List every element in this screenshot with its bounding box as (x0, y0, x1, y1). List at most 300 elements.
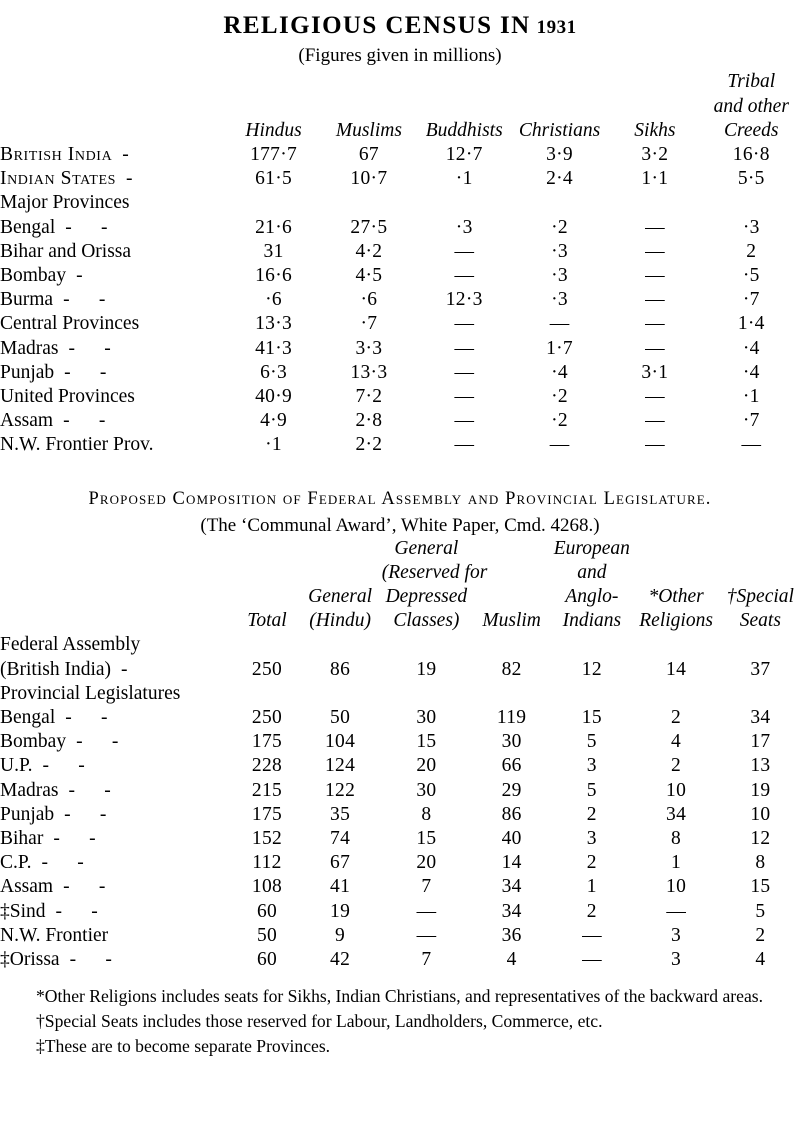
cell-value (236, 682, 299, 706)
cell-value: 10 (666, 876, 687, 898)
cell-value: ·4 (742, 337, 760, 359)
row-label-text: Major Provinces (0, 192, 130, 214)
cell-value: 12 (750, 828, 771, 850)
cell-value: 2·4 (546, 168, 573, 190)
cell-value: 61·5 (255, 168, 293, 190)
cell-value (607, 191, 702, 215)
cell-value: 3·9 (546, 144, 573, 165)
column-header-line: Religions (639, 610, 713, 632)
cell-value (471, 633, 552, 657)
row-label (0, 827, 236, 851)
table-row (0, 730, 800, 754)
cell-empty-dash: — (549, 434, 570, 456)
row-label-text: British India (0, 144, 113, 165)
column-header-blank (0, 537, 236, 634)
table-row (0, 216, 800, 240)
cell-empty-dash: — (645, 216, 665, 238)
cell-value: 12·3 (445, 289, 483, 311)
cell-value (382, 682, 471, 706)
column-header-line: Muslim (482, 610, 541, 632)
row-leader-dashes: - - (41, 852, 84, 874)
table-row (0, 143, 800, 167)
cell-empty-dash: — (416, 900, 437, 922)
census-page (0, 12, 800, 1121)
cell-value: ·3 (742, 216, 760, 238)
row-label-text: C.P. (0, 852, 32, 874)
cell-value: 66 (501, 755, 522, 777)
cell-value: 67 (358, 144, 379, 165)
column-header (512, 70, 607, 143)
table-row (0, 948, 800, 972)
column-header-line: †Special (726, 586, 794, 608)
row-label-text: U.P. (0, 755, 33, 777)
cell-value: 20 (416, 755, 437, 777)
cell-value (721, 633, 800, 657)
cell-value: ·7 (742, 410, 760, 432)
row-label-text: Bombay (0, 265, 67, 287)
cell-value: 7·2 (355, 386, 383, 408)
footnote: ‡These are to become separate Provinces. (36, 1036, 331, 1057)
column-header (471, 537, 552, 634)
cell-value: 104 (325, 731, 356, 753)
table2-header (0, 537, 800, 634)
column-header-line: and other (713, 95, 789, 117)
cell-value (471, 682, 552, 706)
cell-value: 35 (330, 803, 351, 825)
cell-value: 6·3 (260, 361, 288, 383)
cell-value: 5 (755, 900, 766, 922)
table2-header-row (0, 537, 800, 634)
table-row (0, 433, 800, 457)
cell-value: 10·7 (350, 168, 388, 190)
table-row (0, 803, 800, 827)
row-label (0, 191, 226, 215)
cell-value: 177·7 (250, 144, 298, 165)
cell-empty-dash: — (582, 924, 602, 946)
cell-value (382, 633, 471, 657)
cell-value: ·7 (742, 289, 760, 311)
row-leader-dashes: - - (64, 361, 107, 383)
column-header-line: Total (247, 610, 287, 632)
cell-value: 41 (330, 876, 351, 898)
cell-value: ·3 (551, 240, 568, 262)
table-row (0, 288, 800, 312)
cell-value (631, 633, 720, 657)
cell-value: 2 (755, 924, 766, 946)
row-label-text: Madras (0, 337, 59, 359)
cell-value: 4 (755, 949, 766, 971)
cell-value: 3 (671, 949, 682, 971)
table-row (0, 385, 800, 409)
cell-value: 8 (755, 852, 766, 874)
cell-value (321, 191, 416, 215)
table2-body (0, 633, 800, 972)
cell-value: 5 (586, 731, 597, 753)
page-title-year: 1931 (536, 17, 577, 38)
row-leader-dashes: - - (65, 707, 108, 729)
cell-value: 7 (421, 876, 432, 898)
column-header-line: (Reserved for (381, 561, 488, 583)
table-row (0, 682, 800, 706)
table-row (0, 361, 800, 385)
cell-value: 13·3 (350, 361, 388, 383)
table1-header (0, 70, 800, 143)
footnotes (0, 984, 800, 1059)
row-leader-dashes: - - (65, 216, 108, 238)
cell-value: 17 (750, 731, 771, 753)
row-label (0, 851, 236, 875)
column-header-blank (0, 70, 226, 143)
row-label (0, 658, 236, 682)
cell-value: ·2 (551, 410, 568, 432)
table-row (0, 191, 800, 215)
cell-value: 34 (501, 900, 522, 922)
row-label-text: Punjab (0, 361, 55, 383)
column-header-line: (Hindu) (309, 610, 371, 632)
row-label (0, 264, 226, 288)
cell-value: 7 (421, 949, 432, 971)
cell-value: ·5 (742, 265, 760, 287)
cell-value: 250 (251, 658, 283, 680)
cell-value (298, 633, 381, 657)
cell-value: ·6 (360, 289, 378, 311)
cell-value: 14 (666, 658, 687, 680)
row-label-text: Central Provinces (0, 313, 140, 335)
cell-empty-dash: — (454, 361, 474, 383)
cell-value: ·6 (265, 289, 282, 311)
table-row (0, 658, 800, 682)
cell-value: 3 (671, 924, 682, 946)
cell-value: 2 (586, 900, 597, 922)
cell-empty-dash: — (454, 337, 474, 359)
cell-value (226, 191, 321, 215)
cell-value: 119 (496, 707, 527, 729)
column-header (607, 70, 702, 143)
row-leader-dashes: - - (63, 876, 106, 898)
cell-value: 3·3 (355, 337, 383, 359)
cell-value: ·2 (551, 386, 568, 408)
row-label (0, 803, 236, 827)
cell-value: ·1 (455, 168, 473, 190)
cell-value: 1 (586, 876, 597, 898)
table-row (0, 264, 800, 288)
row-label-text: Bihar and Orissa (0, 240, 132, 262)
column-header-line: General (394, 537, 459, 559)
row-label-text: Burma (0, 289, 54, 311)
column-header-line: Indians (562, 610, 622, 632)
cell-value: 30 (501, 731, 522, 753)
row-leader-dashes: - - (53, 828, 96, 850)
cell-value (298, 682, 381, 706)
cell-value: 2 (586, 803, 597, 825)
column-header (321, 70, 416, 143)
cell-value: 1·1 (641, 168, 669, 190)
cell-value: 4·9 (260, 410, 288, 432)
column-header (381, 537, 488, 634)
cell-empty-dash: — (549, 313, 570, 335)
row-leader-dashes: - (121, 658, 128, 680)
cell-empty-dash: — (454, 313, 474, 335)
column-header (721, 537, 800, 634)
footnote: *Other Religions includes seats for Sikhs, Indian Christians, and representatives of the backward areas. (36, 986, 764, 1007)
row-label (0, 682, 236, 706)
row-leader-dashes: - - (69, 949, 112, 971)
row-label (0, 337, 226, 361)
cell-empty-dash: — (582, 949, 602, 971)
cell-value: 250 (251, 707, 283, 729)
cell-value: 36 (501, 924, 522, 946)
row-label (0, 385, 226, 409)
cell-value (631, 682, 720, 706)
cell-value: 9 (335, 924, 346, 946)
cell-value: 8 (671, 828, 682, 850)
table2-title: Proposed Composition of Federal Assembly and Provincial Legislature. (88, 488, 712, 509)
cell-empty-dash: — (741, 434, 762, 456)
religious-census-table (0, 70, 800, 457)
table-row (0, 924, 800, 948)
row-leader-dashes: - - (63, 289, 106, 311)
row-label (0, 924, 236, 948)
table-row (0, 312, 800, 336)
row-label-text: Provincial Legislatures (0, 682, 181, 704)
cell-value: 124 (325, 755, 356, 777)
cell-value: 13·3 (255, 313, 293, 335)
cell-value: 15 (750, 876, 771, 898)
cell-value: 2 (671, 707, 682, 729)
column-header-line: General (308, 586, 373, 608)
row-leader-dashes: - - (63, 410, 106, 432)
table-row (0, 240, 800, 264)
page-title-text: RELIGIOUS CENSUS IN (223, 12, 531, 39)
row-label-text: (British India) (0, 658, 112, 680)
cell-value: 112 (252, 852, 282, 874)
row-label (0, 730, 236, 754)
row-leader-dashes: - - (64, 803, 107, 825)
row-label-text: ‡Orissa (0, 949, 60, 971)
row-label (0, 143, 226, 167)
table-row (0, 851, 800, 875)
column-header (631, 537, 720, 634)
row-label-text: United Provinces (0, 386, 135, 408)
row-label (0, 900, 236, 924)
cell-value: 2 (746, 240, 757, 262)
row-label (0, 706, 236, 730)
cell-value: 86 (330, 658, 351, 680)
table2-subtitle: (The ‘Communal Award’, White Paper, Cmd. 4268.) (200, 514, 600, 536)
cell-value: 5 (586, 779, 597, 801)
cell-value: ·7 (360, 313, 378, 335)
cell-value: ·3 (551, 265, 568, 287)
table-row (0, 754, 800, 778)
cell-value (703, 191, 800, 215)
cell-value: 40 (501, 828, 522, 850)
footnote: †Special Seats includes those reserved for Labour, Landholders, Commerce, etc. (36, 1011, 603, 1032)
cell-value: 16·8 (732, 144, 770, 165)
row-label-text: N.W. Frontier (0, 924, 109, 946)
row-label-text: Federal Assembly (0, 634, 141, 656)
column-header (417, 70, 512, 143)
cell-value: 4·2 (355, 240, 383, 262)
cell-value: ·1 (265, 434, 282, 456)
cell-value: 175 (251, 731, 283, 753)
row-label-text: Assam (0, 410, 54, 432)
row-label (0, 216, 226, 240)
row-label (0, 754, 236, 778)
column-header-line: Seats (739, 610, 781, 632)
column-header (226, 70, 321, 143)
cell-value: 2·8 (355, 410, 383, 432)
cell-empty-dash: — (645, 289, 665, 311)
cell-value: ·1 (742, 386, 760, 408)
row-label-text: Bengal (0, 707, 56, 729)
cell-value: 4·5 (355, 265, 383, 287)
cell-value: 19 (416, 658, 437, 680)
row-label (0, 167, 226, 191)
column-header (552, 537, 631, 634)
cell-value: 60 (256, 900, 278, 922)
cell-value: 50 (256, 924, 278, 946)
column-header (703, 70, 800, 143)
cell-value: ·4 (551, 361, 568, 383)
row-label (0, 779, 236, 803)
row-label-text: N.W. Frontier Prov. (0, 434, 154, 456)
row-label-text: Punjab (0, 803, 55, 825)
column-header-line: Buddhists (425, 119, 503, 141)
cell-value: 108 (251, 876, 283, 898)
row-label-text: ‡Sind (0, 900, 46, 922)
cell-empty-dash: — (645, 240, 665, 262)
table-row (0, 900, 800, 924)
cell-value: 34 (666, 803, 687, 825)
cell-value: 10 (750, 803, 771, 825)
row-label-text: Bombay (0, 731, 67, 753)
cell-value: 3 (586, 755, 597, 777)
column-header-line: Anglo- (565, 586, 619, 608)
cell-empty-dash: — (454, 240, 474, 262)
table-row (0, 409, 800, 433)
cell-empty-dash: — (645, 265, 665, 287)
row-label (0, 948, 236, 972)
cell-value: 3·1 (641, 361, 669, 383)
page-title (0, 12, 800, 40)
table1-body (0, 143, 800, 458)
table-row (0, 827, 800, 851)
column-header-line: Muslims (335, 119, 402, 141)
table-row (0, 337, 800, 361)
column-header-line: Tribal (727, 71, 776, 93)
cell-empty-dash: — (454, 434, 474, 456)
row-label (0, 288, 226, 312)
cell-value: 21·6 (255, 216, 293, 238)
column-header-line: European (553, 537, 630, 559)
cell-value: ·2 (551, 216, 568, 238)
cell-value: 67 (330, 852, 351, 874)
cell-value: 4 (671, 731, 682, 753)
column-header-line: Hindus (245, 119, 302, 141)
cell-empty-dash: — (416, 924, 437, 946)
cell-value: 152 (251, 828, 283, 850)
cell-value (721, 682, 800, 706)
cell-value: 31 (263, 240, 284, 262)
cell-value: 122 (325, 779, 356, 801)
row-label-text: Bengal (0, 216, 56, 238)
column-header-line: *Other (648, 586, 704, 608)
cell-value: 1·7 (546, 337, 573, 359)
cell-value: 50 (330, 707, 351, 729)
row-label-text: Indian States (0, 168, 116, 190)
cell-value: 3·2 (641, 144, 669, 165)
row-label-text: Madras (0, 779, 59, 801)
cell-value: 82 (501, 658, 522, 680)
row-leader-dashes: - (122, 144, 130, 165)
page-subtitle: (Figures given in millions) (298, 44, 502, 66)
cell-value: 12 (581, 658, 602, 680)
cell-value: 34 (750, 707, 771, 729)
row-label-text: Bihar (0, 828, 44, 850)
cell-value: 3 (586, 828, 597, 850)
cell-value: 34 (501, 876, 522, 898)
cell-empty-dash: — (645, 337, 665, 359)
cell-value: 2·2 (355, 434, 383, 456)
cell-value: ·4 (742, 361, 760, 383)
column-header-line: Christians (518, 119, 601, 141)
row-label-text: Assam (0, 876, 54, 898)
cell-value (236, 633, 299, 657)
cell-value: 215 (251, 779, 283, 801)
cell-value: 2 (671, 755, 682, 777)
cell-empty-dash: — (666, 900, 686, 922)
cell-value: 175 (251, 803, 283, 825)
column-header (298, 537, 381, 634)
cell-value: 15 (416, 828, 437, 850)
cell-value: 74 (330, 828, 351, 850)
cell-value: 29 (501, 779, 522, 801)
cell-empty-dash: — (645, 386, 665, 408)
cell-value: 10 (666, 779, 687, 801)
table1-header-row (0, 70, 800, 143)
cell-value: 30 (416, 779, 437, 801)
column-header (236, 537, 299, 634)
cell-value: 15 (416, 731, 437, 753)
cell-value: ·3 (551, 289, 568, 311)
table-row (0, 779, 800, 803)
cell-value: 19 (330, 900, 351, 922)
row-leader-dashes: - - (68, 337, 111, 359)
cell-value: 5·5 (737, 168, 765, 190)
column-header-line: Classes) (393, 610, 460, 632)
assembly-composition-table (0, 537, 800, 973)
cell-value: 2 (586, 852, 597, 874)
row-label (0, 240, 226, 264)
row-leader-dashes: - - (55, 900, 98, 922)
cell-value: 1·4 (737, 313, 765, 335)
cell-value: 41·3 (255, 337, 293, 359)
cell-value: 8 (421, 803, 432, 825)
cell-value: 16·6 (255, 265, 293, 287)
cell-value (552, 682, 631, 706)
cell-empty-dash: — (645, 434, 665, 456)
cell-value: 30 (416, 707, 437, 729)
table-row (0, 633, 800, 657)
column-header-line: Creeds (724, 119, 779, 141)
row-label (0, 409, 226, 433)
row-label (0, 312, 226, 336)
row-leader-dashes: - (126, 168, 134, 190)
column-header-line: and (577, 561, 607, 583)
row-label (0, 633, 236, 657)
cell-value (552, 633, 631, 657)
row-leader-dashes: - - (42, 755, 85, 777)
